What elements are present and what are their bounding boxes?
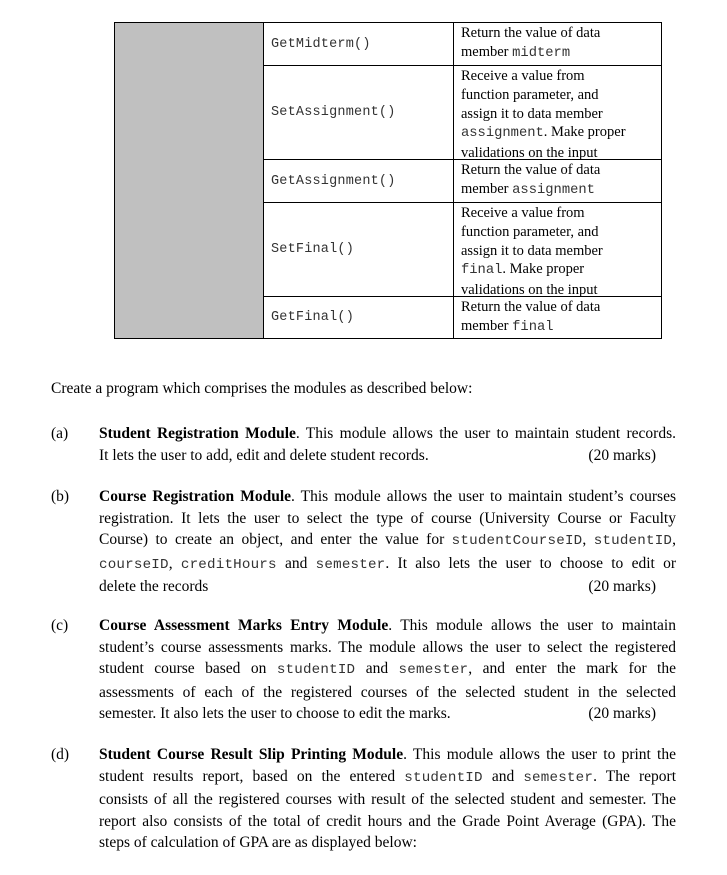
paragraph-line: delete the records (20 marks) (99, 576, 676, 598)
description-line: assign it to data member (461, 242, 603, 259)
table-row (264, 297, 661, 338)
module-text (99, 423, 676, 466)
code-identifier: assignment (461, 126, 544, 142)
method-description (455, 66, 661, 162)
code-identifier: midterm (512, 45, 571, 61)
method-name: GetFinal() (264, 297, 454, 338)
marks-label: (20 marks) (588, 446, 656, 464)
code-identifier: assignment (512, 182, 595, 198)
description-line: Return the value of data (461, 299, 601, 315)
code-identifier: studentCourseID (451, 533, 583, 550)
description-line: member midterm (461, 43, 571, 61)
description-line: member final (461, 317, 554, 335)
description-line: function parameter, and (461, 86, 599, 103)
paragraph-line: registration. It lets the user to select the type of course (University Course or Faculty (99, 509, 676, 527)
description-line: function parameter, and (461, 223, 599, 240)
method-name: SetFinal() (264, 203, 454, 296)
paragraph-line: assessments of each of the registered courses of the selected student in the selected (99, 683, 676, 701)
paragraph-line: student course based on studentID and semester, and enter the mark for the (99, 660, 676, 679)
paragraph-line: courseID, creditHours and semester. It also lets the user to choose to edit or (99, 554, 677, 573)
method-description (455, 297, 661, 338)
code-identifier: final (512, 319, 554, 335)
code-identifier: creditHours (180, 556, 277, 573)
method-name: GetAssignment() (264, 160, 454, 202)
code-identifier: final (461, 263, 503, 279)
method-description (455, 23, 661, 65)
paragraph-line: Course Registration Module. This module allows the user to maintain student’s courses (99, 488, 677, 505)
description-line: validations on the input (461, 145, 598, 162)
code-identifier: studentID (593, 533, 673, 550)
module-title: Course Registration Module (99, 488, 292, 505)
intro-text: Create a program which comprises the modules as described below: (51, 380, 473, 397)
module-text (99, 486, 676, 598)
description-line: assignment. Make proper (461, 124, 626, 142)
code-identifier: semester (398, 662, 469, 679)
module-letter: (a) (51, 425, 69, 442)
description-line: member assignment (461, 180, 595, 198)
paragraph-line: consists of all the registered courses with result of the selected student and semester. The (99, 791, 676, 809)
module-letter: (d) (51, 746, 70, 763)
paragraph-line: semester. It also lets the user to choose to edit the marks. (20 marks) (99, 703, 676, 725)
module-text (99, 744, 676, 854)
module-title: Student Registration Module (99, 425, 296, 442)
code-identifier: studentID (276, 662, 356, 679)
description-line: Receive a value from (461, 68, 585, 84)
module-text (99, 615, 676, 725)
method-name: SetAssignment() (264, 66, 454, 159)
code-identifier: courseID (99, 556, 169, 573)
method-description (455, 160, 661, 202)
module-title: Student Course Result Slip Printing Module (99, 746, 404, 763)
code-identifier: studentID (404, 769, 483, 786)
module-letter: (c) (51, 617, 69, 634)
paragraph-line: steps of calculation of GPA are as displayed below: (99, 834, 417, 852)
paragraph-line: Student Course Result Slip Printing Module. This module allows the user to print the (99, 746, 676, 763)
method-name: GetMidterm() (264, 23, 454, 65)
description-line: final. Make proper (461, 261, 585, 279)
table-row (264, 66, 661, 160)
paragraph-line: report also consists of the total of credit hours and the Grade Point Average (GPA). The (99, 812, 676, 830)
marks-label: (20 marks) (588, 578, 656, 596)
description-line: validations on the input (461, 282, 598, 299)
table-row (264, 23, 661, 66)
description-line: assign it to data member (461, 105, 603, 122)
paragraph-line: student results report, based on the entered studentID and semester. The report (99, 767, 676, 786)
code-identifier: semester (315, 556, 386, 573)
paragraph-line: It lets the user to add, edit and delete student records. (20 marks) (99, 445, 676, 467)
description-line: Return the value of data (461, 162, 601, 178)
paragraph-line: student’s course assessments marks. The module allows the user to select the registered (99, 638, 676, 656)
description-line: Return the value of data (461, 25, 601, 41)
paragraph-line: Student Registration Module. This module allows the user to maintain student records. (99, 425, 676, 442)
module-title: Course Assessment Marks Entry Module (99, 617, 389, 634)
code-identifier: semester (523, 769, 594, 786)
marks-label: (20 marks) (588, 705, 656, 723)
method-description (455, 203, 661, 299)
method-table (114, 22, 662, 339)
paragraph-line: Course Assessment Marks Entry Module. This module allows the user to maintain (99, 617, 676, 634)
table-row (264, 160, 661, 203)
table-gray-column (115, 23, 264, 338)
table-row (264, 203, 661, 297)
description-line: Receive a value from (461, 205, 585, 221)
paragraph-line: Course) to create an object, and enter the value for studentCourseID, studentID, (99, 531, 677, 550)
module-letter: (b) (51, 488, 70, 505)
